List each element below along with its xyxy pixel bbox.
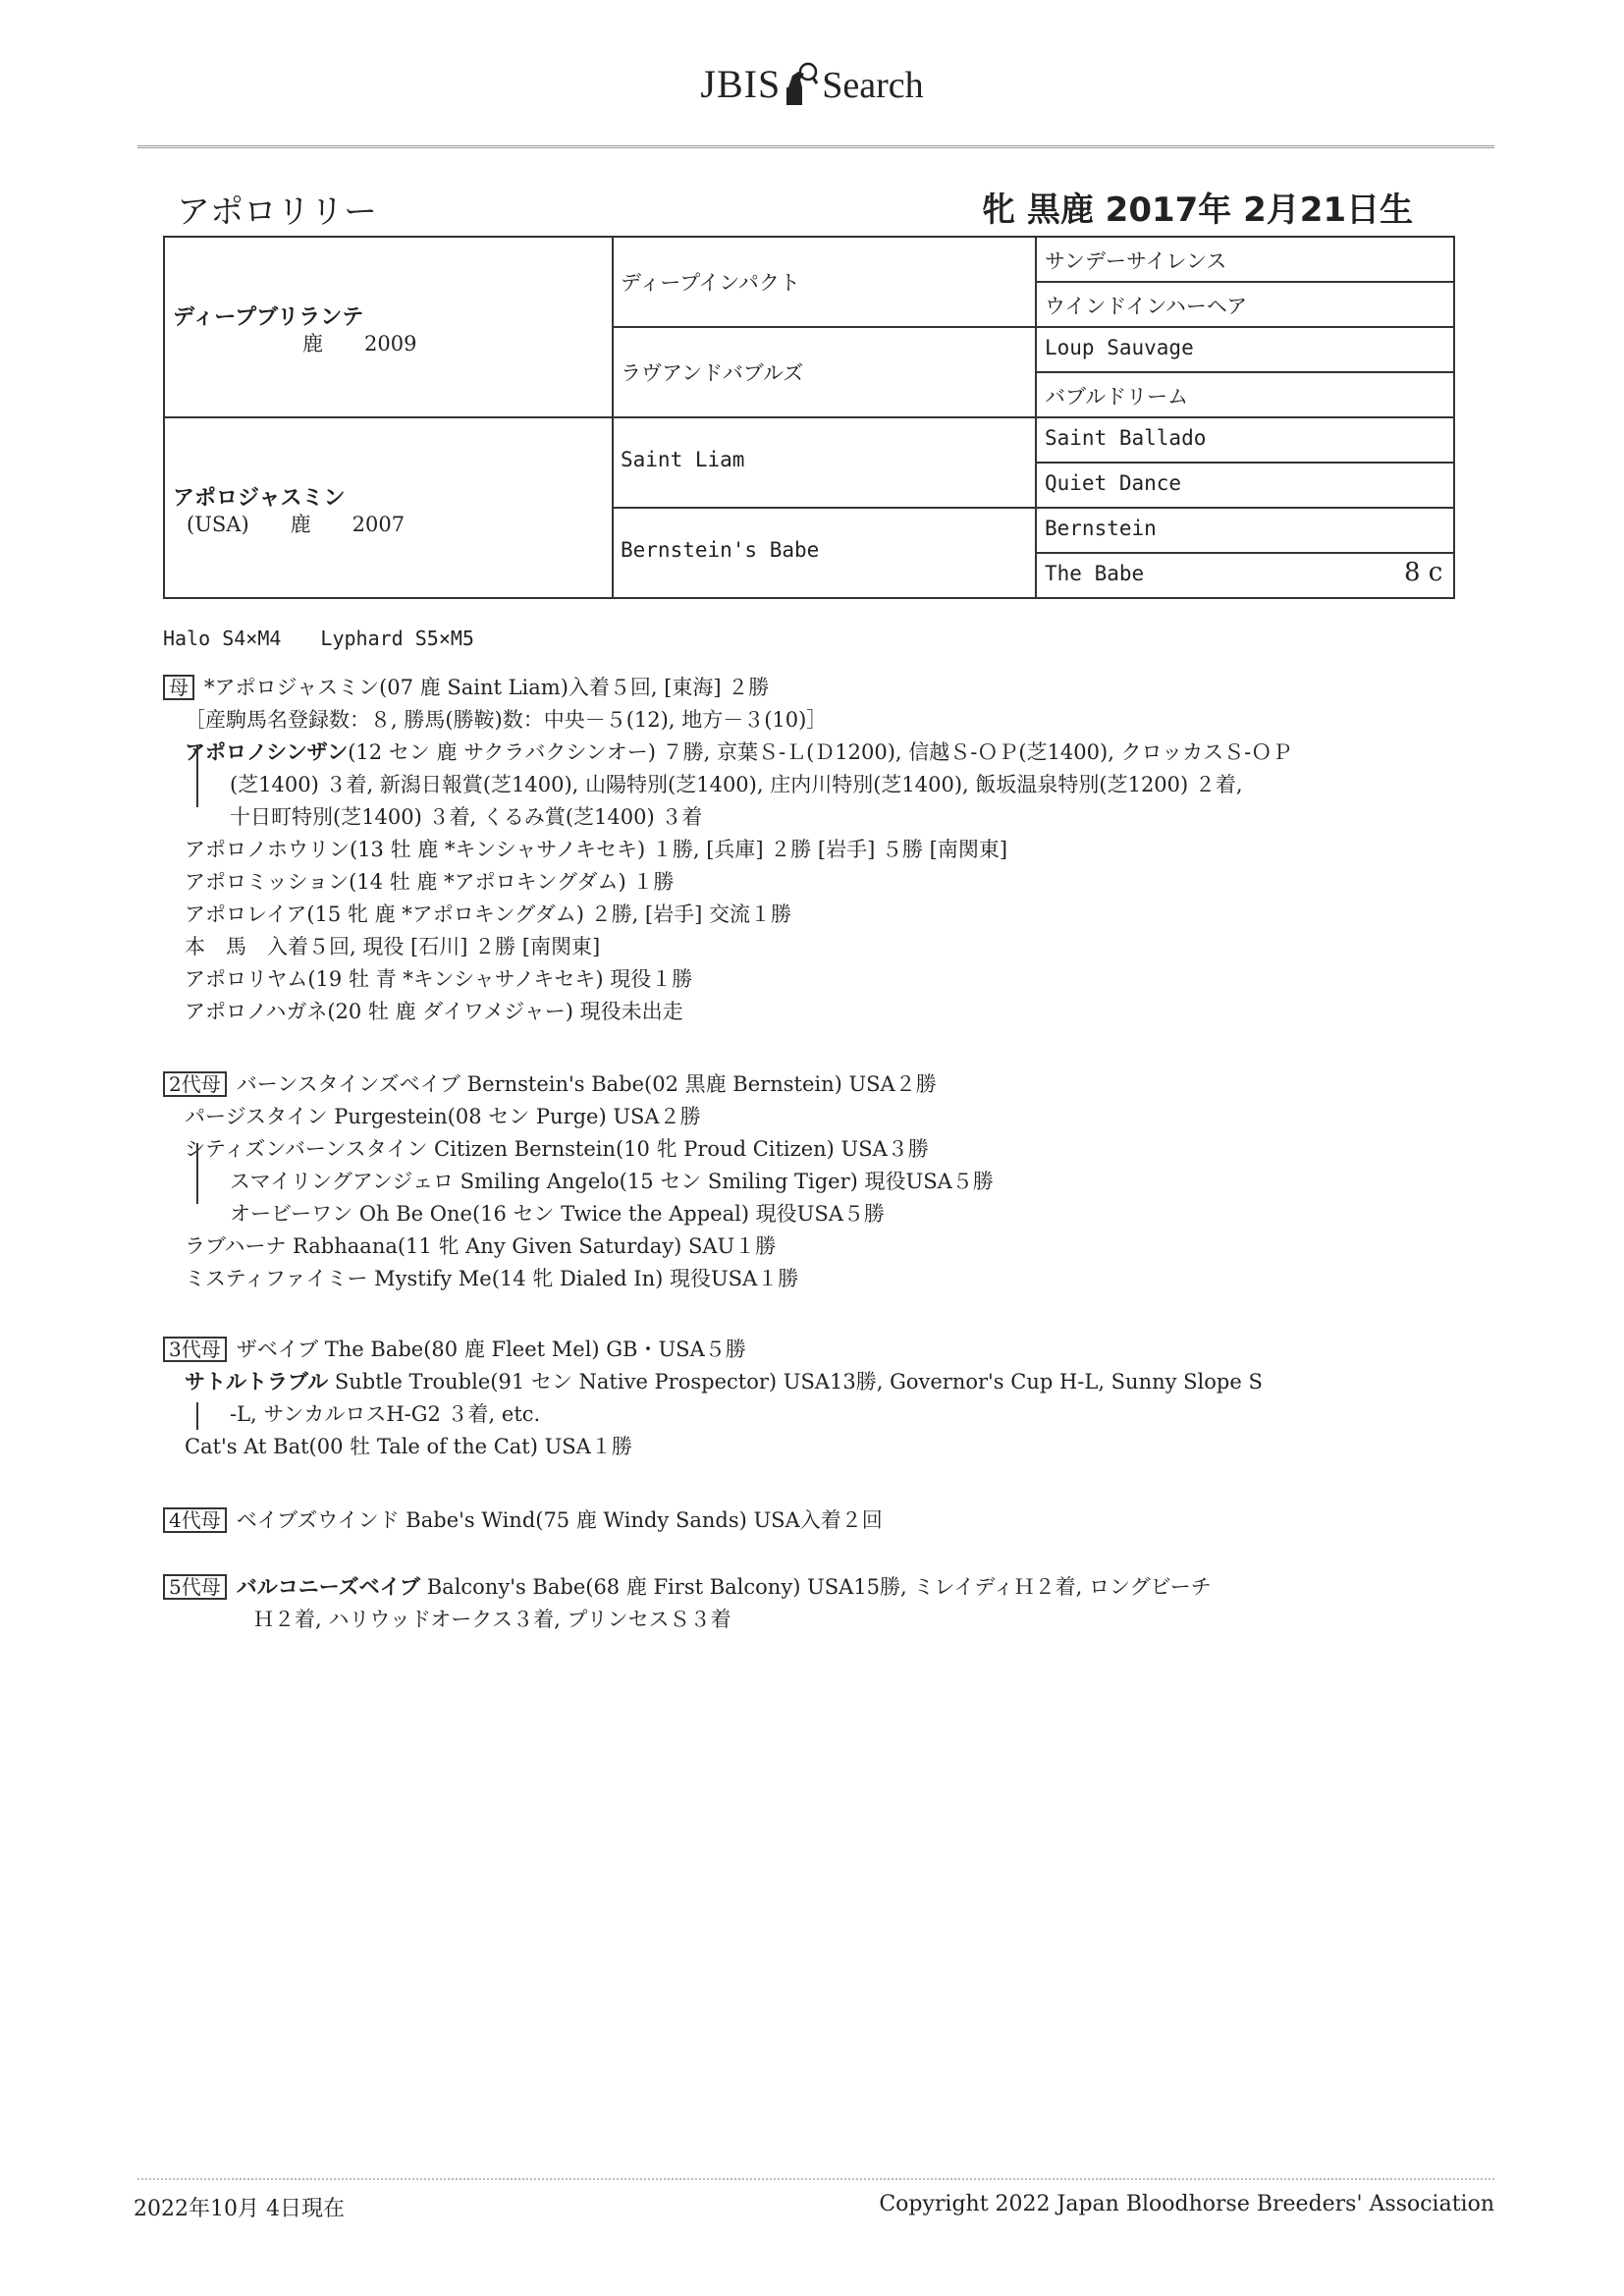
- ped-row-divider-g3c: [1035, 462, 1453, 464]
- gen3-2: ウインドインハーヘア: [1045, 295, 1248, 318]
- footer-date: 2022年10月 4日現在: [134, 2197, 345, 2221]
- second-line-6: ミスティファイミー Mystify Me(14 牝 Dialed In) 現役USA１勝: [185, 1267, 799, 1290]
- dam-line-3: (芝1400) ３着, 新潟日報賞(芝1400), 山陽特別(芝1400), 庄内川特別(芝1400), 飯坂温泉特別(芝1200) ２着,: [230, 773, 1243, 796]
- fifth-bold-name: バルコニーズベイブ: [236, 1575, 421, 1599]
- dam-bold-name: アポロノシンザン: [185, 740, 349, 764]
- jbis-search-logo: [0, 61, 1624, 107]
- dam-line-6: アポロミッション(14 牡 鹿 *アポロキングダム) １勝: [185, 870, 675, 894]
- dam-line-9: アポロリヤム(19 牡 青 *キンシャサノキセキ) 現役１勝: [185, 967, 693, 991]
- second-line-1: パージスタイン Purgestein(08 セン Purge) USA２勝: [185, 1105, 701, 1128]
- gen2-3: Saint Liam: [621, 448, 745, 471]
- second-offspring-bar: [196, 1143, 198, 1204]
- horse-magnifier-icon: [785, 62, 818, 107]
- ped-row-divider-main: [165, 416, 1453, 418]
- dam-line-10: アポロノハガネ(20 牡 鹿 ダイワメジャー) 現役未出走: [185, 1000, 683, 1023]
- inbreeding-note: Halo S4×M4 Lyphard S5×M5: [163, 627, 474, 650]
- section-third-dam: [163, 1334, 1479, 1463]
- dam-line-0: *アポロジャスミン(07 鹿 Saint Liam)入着５回, [東海] ２勝: [204, 676, 770, 699]
- second-line-5: ラブハーナ Rabhaana(11 牝 Any Given Saturday) SAU１勝: [185, 1234, 777, 1258]
- dam-name: アポロジャスミン: [173, 486, 346, 511]
- section-dam: [163, 672, 1479, 1028]
- second-line-3: スマイリングアンジェロ Smiling Angelo(15 セン Smiling Tiger) 現役USA５勝: [230, 1170, 994, 1193]
- fifth-line-0: Balcony's Babe(68 鹿 First Balcony) USA15勝, ミレイディＨ２着, ロングビーチ: [420, 1575, 1212, 1599]
- dam-line-1: ［産駒馬名登録数：８, 勝馬(勝鞍)数：中央－５(12), 地方－３(10)］: [185, 708, 828, 732]
- section-fifth-dam: [163, 1571, 1479, 1636]
- horse-info: 牝 黒鹿 2017年 2月21日生: [982, 191, 1414, 230]
- section-fourth-dam: [163, 1504, 1479, 1537]
- fourth-line-0: ベイブズウインド Babe's Wind(75 鹿 Windy Sands) USA入着２回: [236, 1508, 883, 1532]
- second-line-0: バーンスタインズベイブ Bernstein's Babe(02 黒鹿 Bernstein) USA２勝: [236, 1072, 937, 1096]
- dam-detail: (USA) 鹿 2007: [187, 513, 406, 536]
- gen3-1: サンデーサイレンス: [1045, 249, 1227, 273]
- ped-row-divider-g3b: [1035, 371, 1453, 373]
- logo-jbis-text: JBIS: [700, 62, 782, 106]
- ped-row-divider-g2b: [612, 507, 1453, 509]
- gen3-3: Loup Sauvage: [1045, 336, 1194, 359]
- dam-line-4: 十日町特別(芝1400) ３着, くるみ賞(芝1400) ３着: [230, 805, 703, 829]
- dam-line-5: アポロノホウリン(13 牡 鹿 *キンシャサノキセキ) １勝, [兵庫] ２勝 [岩手] ５勝 [南関東]: [185, 838, 1008, 861]
- third-bold-name: サトルトラブル: [185, 1370, 329, 1394]
- dam-line-8: 本 馬 入着５回, 現役 [石川] ２勝 [南関東]: [185, 935, 601, 958]
- gen3-7: Bernstein: [1045, 517, 1157, 540]
- family-number: 8 c: [1404, 558, 1443, 587]
- third-line-2: -L, サンカルロスH-G2 ３着, etc.: [230, 1402, 541, 1426]
- footer-rule: [137, 2178, 1494, 2180]
- section-tag-fourth: 4代母: [163, 1507, 227, 1533]
- logo-search-text: Search: [822, 65, 924, 106]
- gen3-6: Quiet Dance: [1045, 471, 1182, 495]
- dam-line-2: (12 セン 鹿 サクラバクシンオー) ７勝, 京葉Ｓ-Ｌ(Ｄ1200), 信越Ｓ-ＯＰ(芝1400), クロッカスＳ-ＯＰ: [348, 740, 1293, 764]
- dam-offspring-bar: [196, 746, 198, 807]
- header-rule: [137, 145, 1494, 148]
- pedigree-table: [163, 236, 1455, 599]
- section-tag-second: 2代母: [163, 1071, 227, 1097]
- second-line-4: オービーワン Oh Be One(16 セン Twice the Appeal) 現役USA５勝: [230, 1202, 885, 1226]
- third-line-3: Cat's At Bat(00 牡 Tale of the Cat) USA１勝: [185, 1435, 632, 1458]
- section-tag-fifth: 5代母: [163, 1574, 227, 1600]
- third-line-1: Subtle Trouble(91 セン Native Prospector) USA13勝, Governor's Cup H-L, Sunny Slope S: [328, 1370, 1263, 1394]
- gen2-2: ラヴアンドバブルズ: [621, 361, 804, 385]
- third-offspring-bar: [196, 1402, 198, 1430]
- section-tag-dam: 母: [163, 675, 194, 700]
- ped-row-divider-g3d: [1035, 552, 1453, 554]
- gen2-4: Bernstein's Babe: [621, 538, 820, 562]
- fifth-line-1: Ｈ２着, ハリウッドオークス３着, プリンセスＳ３着: [253, 1608, 731, 1631]
- footer-copyright: Copyright 2022 Japan Bloodhorse Breeders' Association: [879, 2192, 1494, 2216]
- section-tag-third: 3代母: [163, 1337, 227, 1362]
- horse-name: アポロリリー: [177, 192, 377, 232]
- ped-row-divider-g2a: [612, 326, 1453, 328]
- section-second-dam: [163, 1068, 1479, 1295]
- ped-row-divider-g3a: [1035, 281, 1453, 283]
- gen3-8: The Babe: [1045, 562, 1145, 585]
- gen3-5: Saint Ballado: [1045, 426, 1207, 450]
- dam-line-7: アポロレイア(15 牝 鹿 *アポロキングダム) ２勝, [岩手] 交流１勝: [185, 902, 791, 926]
- gen2-1: ディープインパクト: [621, 271, 800, 295]
- sire-detail: 鹿 2009: [302, 332, 417, 355]
- gen3-4: バブルドリーム: [1045, 385, 1189, 409]
- second-line-2: シティズンバーンスタイン Citizen Bernstein(10 牝 Proud Citizen) USA３勝: [185, 1137, 929, 1161]
- sire-name: ディープブリランテ: [173, 305, 364, 330]
- third-line-0: ザベイブ The Babe(80 鹿 Fleet Mel) GB・USA５勝: [236, 1338, 746, 1361]
